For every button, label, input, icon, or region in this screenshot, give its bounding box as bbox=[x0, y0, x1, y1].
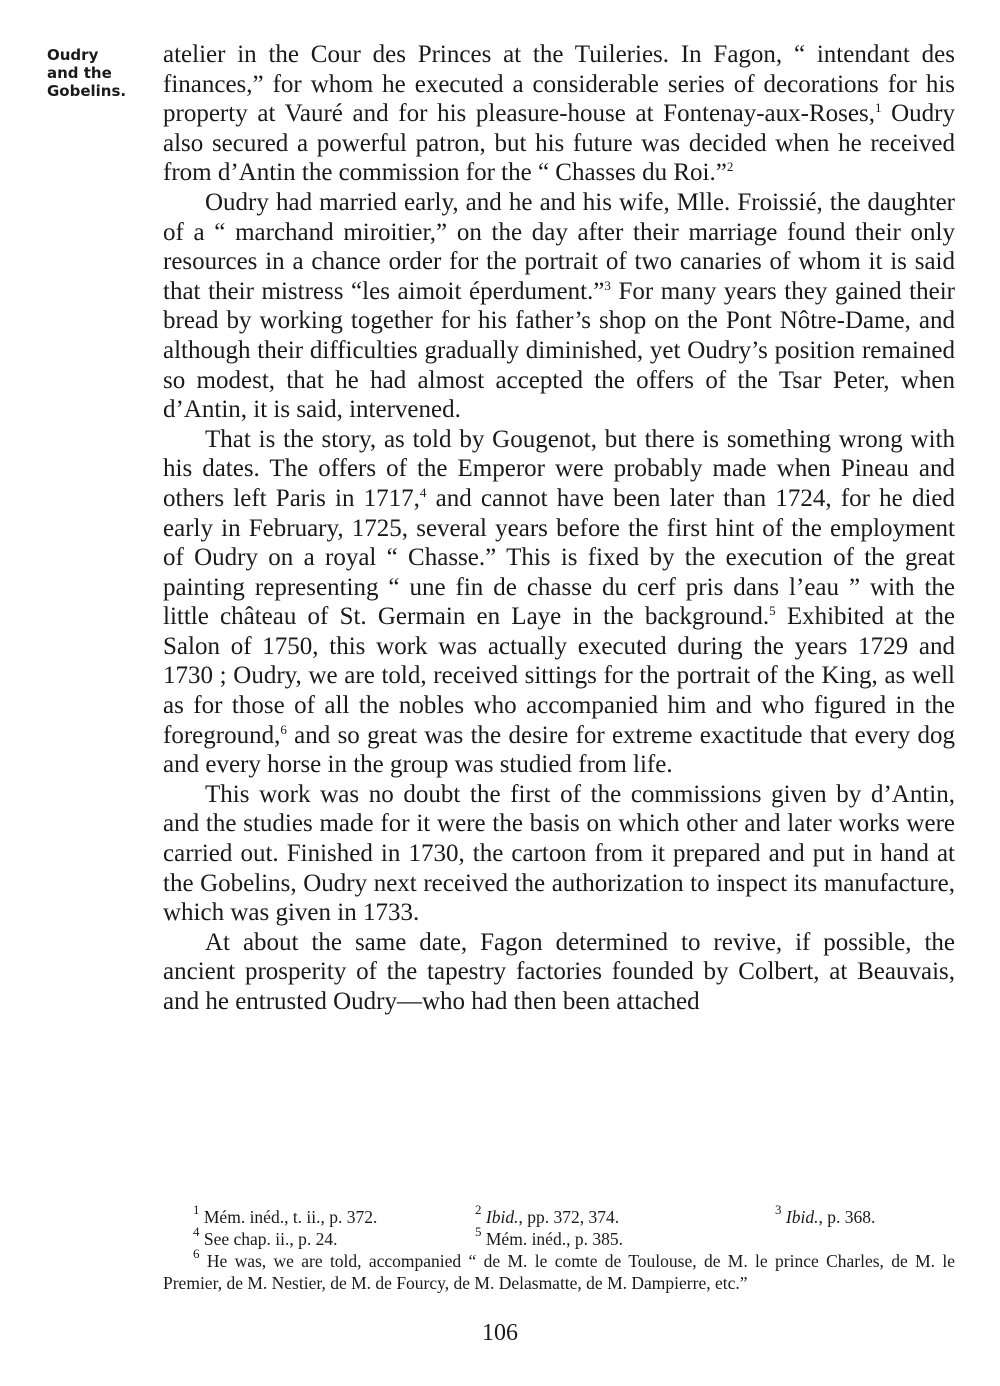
footnote-ref: 4 bbox=[419, 484, 427, 500]
text-run: Oudry had married early, and he and his wife, Mlle. Froissié, the daughter of a “ marchand miroitier,” on the day after their marriage found their only resources in a chance order for the portrait of two canaries of whom it is said that their mistress “les aimoit éperdument.” bbox=[163, 188, 955, 305]
footnote-2 bbox=[475, 1202, 775, 1228]
footnote-mark: 6 bbox=[193, 1246, 200, 1261]
footnote-mark: 1 bbox=[193, 1202, 200, 1217]
footnote-text: See chap. ii., p. 24. bbox=[203, 1229, 338, 1249]
text-run: For many years they gained their bread by working together for his father’s shop on the Pont Nôtre-Dame, and although their difficulties gradually diminished, yet Oudry’s position remained so modest, that he had almost accepted the offers of the Tsar Peter, when d’Antin, it is said, intervened. bbox=[163, 277, 955, 424]
text-run: This work was no doubt the first of the commissions given by d’Antin, and the studies made for it were the basis on which other and later works were carried out. Finished in 1730, the cartoon from it prepared and put in hand at the Gobelins, Oudry next received the authorization to inspect its manufacture, which was given in 1733. bbox=[163, 780, 955, 927]
footnote-mark: 2 bbox=[475, 1202, 482, 1217]
text-run: Exhibited at the Salon of 1750, this work was actually executed during the years 1729 and 1730 ; Oudry, we are told, received sittings for the portrait of the King, as well as for those of all the nobles who accompanied him and who figured in the foreground, bbox=[163, 603, 955, 749]
text-run: atelier in the Cour des Princes at the Tuileries. In Fagon, “ intendant des finances,” for whom he executed a considerable series of decorations for his property at Vauré and for his pleasure-house at Fontenay-aux-Roses, bbox=[163, 41, 955, 128]
footnote-text: Mém. inéd., p. 385. bbox=[485, 1229, 623, 1249]
paragraph bbox=[163, 928, 955, 1017]
footnote-text: Mém. inéd., t. ii., p. 372. bbox=[203, 1207, 378, 1227]
text-run: and cannot have been later than 1724, for he died early in February, 1725, several years before the first hint of the employment of Oudry on a royal “ Chasse.” This is fixed by the execution of the great painting representing “ une fin de chasse du cerf pris dans l’eau ” with the little château of St. Germain en Laye in the background. bbox=[163, 484, 956, 631]
footnote-row bbox=[163, 1224, 955, 1250]
text-run: That is the story, as told by Gougenot, but there is something wrong with his dates. The offers of the Emperor were probably made when Pineau and others left Paris in 1717, bbox=[163, 425, 955, 512]
footnote-ref: 2 bbox=[726, 159, 734, 175]
footnote-ref: 5 bbox=[769, 603, 776, 619]
paragraph bbox=[163, 780, 955, 928]
footnote-ref: 6 bbox=[280, 721, 287, 737]
text-run: At about the same date, Fagon determined to revive, if possible, the ancient prosperity of the tapestry factories founded by Colbert, at Beauvais, and he entrusted Oudry—who had then been attached bbox=[163, 928, 955, 1015]
paragraph bbox=[163, 40, 955, 188]
footnote-5 bbox=[475, 1224, 775, 1250]
footnote-ref: 3 bbox=[604, 277, 611, 293]
footnotes bbox=[163, 1202, 955, 1294]
margin-note-line: Gobelins. bbox=[47, 82, 127, 100]
footnote-3 bbox=[775, 1202, 955, 1228]
footnote-1 bbox=[163, 1202, 475, 1228]
footnote-italic: Ibid. bbox=[785, 1207, 819, 1227]
footnote-italic: Ibid. bbox=[485, 1207, 519, 1227]
text-run: and so great was the desire for extreme exactitude that every dog and every horse in the group was studied from life. bbox=[163, 721, 955, 779]
margin-note-line: Oudry bbox=[47, 46, 99, 64]
paragraph bbox=[163, 188, 955, 425]
footnote-row bbox=[163, 1202, 955, 1228]
footnote-ref: 1 bbox=[874, 100, 882, 116]
margin-note bbox=[47, 46, 157, 100]
footnote-mark: 4 bbox=[193, 1224, 200, 1239]
paragraph bbox=[163, 425, 955, 780]
footnote-mark: 5 bbox=[475, 1224, 482, 1239]
footnote-text: , pp. 372, 374. bbox=[518, 1207, 620, 1227]
footnote-4 bbox=[163, 1224, 475, 1250]
footnote-mark: 3 bbox=[775, 1202, 782, 1217]
text-run: Oudry also secured a powerful patron, but his future was decided when he received from d’Antin the commission for the “ Chasses du Roi.” bbox=[163, 100, 955, 187]
margin-note-line: and the bbox=[47, 64, 112, 82]
footnote-text: , p. 368. bbox=[818, 1207, 876, 1227]
page-number: 106 bbox=[482, 1320, 518, 1346]
body-text bbox=[163, 40, 955, 1017]
footnote-6 bbox=[163, 1246, 955, 1294]
footnote-text: He was, we are told, accompanied “ de M. le comte de Toulouse, de M. le prince Charles, de M. le Premier, de M. Nestier, de M. de Fourcy, de M. Delasmatte, de M. Dampierre, etc.” bbox=[163, 1251, 955, 1293]
